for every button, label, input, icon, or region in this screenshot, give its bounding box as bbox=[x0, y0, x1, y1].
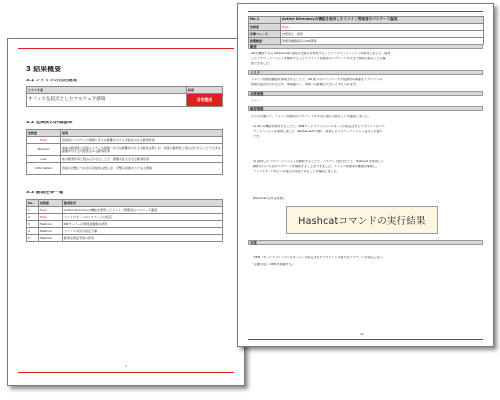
vuln-name: ファイルサーバのパスワードの設定 bbox=[63, 214, 223, 221]
footer-rule bbox=[18, 372, 234, 373]
risk-description: 直接的にシステムや業務に多大な影響を与える可能性のある脆弱性等 bbox=[61, 137, 223, 144]
vuln-no: 3 bbox=[27, 221, 39, 228]
step-line: です。 bbox=[253, 135, 262, 138]
ref-label: 対策 bbox=[248, 240, 483, 245]
screenshot-caption: [Hashcat-の実行結果] bbox=[253, 197, 284, 200]
header-rule bbox=[248, 11, 483, 12]
ref-line: ・SPN（サービスプリンシパルネーム）が設定されたアカウントの強力なパスワードを設定しない。 bbox=[251, 256, 386, 259]
finding-title-table bbox=[248, 16, 484, 45]
vuln-name: DBサーバーの管理者権限の使用 bbox=[63, 221, 223, 228]
vulnerability-list-table bbox=[26, 199, 223, 242]
vuln-name: Active Directoryの機能を悪用したドメイン管理者のパスワード漏洩 bbox=[63, 207, 223, 214]
overview-label: 概要 bbox=[248, 44, 483, 49]
detail-intro: 以下の手順にて、ドメイン管理者のパスワードを平文に復元可能なことを確認しました。 bbox=[251, 115, 371, 118]
vuln-level: Medium bbox=[39, 221, 63, 228]
footer-rule bbox=[248, 339, 483, 340]
info-label: 攻撃フェーズ bbox=[249, 31, 281, 38]
page-number: 7 bbox=[125, 365, 127, 368]
risk-criteria-table bbox=[26, 129, 223, 175]
table-header: 結果 bbox=[187, 87, 223, 94]
vuln-no: 1 bbox=[27, 207, 39, 214]
table-row bbox=[27, 207, 223, 214]
risk-line: 情報を盗み出されるため、情報漏えい、業務への影響が大きいと考えられます。 bbox=[251, 83, 359, 86]
report-page-left bbox=[7, 38, 245, 386]
scenario-name: オフィスを起点としたマルウェア感染 bbox=[27, 94, 187, 107]
vuln-level: Medium bbox=[39, 228, 63, 235]
risk-level: High bbox=[27, 137, 61, 144]
overview-line: したパスワードハッシュを解析することでドメイン管理者のパスワードを平文で窺知可能なことが確 bbox=[251, 57, 386, 60]
finding-title: Active Directoryの機能を悪用したドメイン管理者のパスワード漏洩 bbox=[281, 17, 484, 24]
step-line: 2) 取得したパスワードハッシュを解析することで、パスワード総当たりで、Hashcat を使用して bbox=[253, 160, 384, 163]
info-label: 影響範囲 bbox=[249, 38, 281, 45]
table-header: No. bbox=[27, 200, 39, 207]
screenshot-placeholder: Hashcatコマンドの実行結果 bbox=[286, 206, 438, 234]
info-value: 管理者権限保有のAD環境 bbox=[281, 38, 484, 45]
subsection-heading: 3.2 危険度の評価基準 bbox=[26, 121, 73, 125]
table-row bbox=[27, 221, 223, 228]
risk-label: リスク bbox=[248, 70, 483, 75]
countermeasure-label: 対策情報 bbox=[248, 91, 483, 96]
vuln-level: Medium bbox=[39, 235, 63, 242]
overview-line: 認できました。 bbox=[251, 62, 273, 65]
step-line: 解析を行い平文のパスワードを窺知することができました。ドメイン管理者の権限を奪取し、 bbox=[253, 165, 379, 168]
risk-level: Medium bbox=[27, 144, 61, 156]
vuln-name: 脆弱な認証手段の使用 bbox=[63, 235, 223, 242]
result-badge: 目的達成 bbox=[187, 94, 223, 107]
table-row bbox=[27, 235, 223, 242]
step-line: ワードハッシュを取得しました（Kerberoast 攻撃）。取得したパスワードハッシュは以下の通り bbox=[253, 130, 383, 133]
page-number: 11 bbox=[360, 333, 364, 336]
table-row bbox=[27, 214, 223, 221]
subsection-heading: 3.3 脆弱性等一覧 bbox=[26, 191, 64, 195]
header-rule bbox=[18, 48, 234, 49]
risk-level: Low bbox=[27, 156, 61, 163]
ref-line: ・必要のない SPN を削除する。 bbox=[251, 263, 295, 266]
scenario-table bbox=[26, 86, 223, 107]
risk-description: 直接の攻撃につながる可能性は低いが、攻撃の足掛かりとなる情報 bbox=[61, 163, 223, 175]
table-header: 説明 bbox=[61, 130, 223, 137]
risk-line: ドメイン管理者権限を奪取されることで、AD 配下のエンドユーザや組織内の重要なアカウントの bbox=[251, 78, 383, 81]
table-header: 危険度 bbox=[39, 200, 63, 207]
vuln-no: 4 bbox=[27, 228, 39, 235]
overview-line: ADの機能である Kerberoast 認証の仕組みを悪用することでパスワードハッシュを取得しました。取得 bbox=[251, 52, 391, 55]
finding-no: No.1 bbox=[249, 17, 281, 24]
table-row bbox=[27, 228, 223, 235]
info-label: 危険度 bbox=[249, 24, 281, 31]
subsection-heading: 3.1 シナリオの目的達成 bbox=[26, 79, 78, 83]
info-value: High bbox=[281, 24, 484, 31]
vuln-level: High bbox=[39, 214, 63, 221]
step-line: 1) AD の機能を悪用することで、SPNサービスプリンシパルネームが設定されたアカウントのパス bbox=[253, 125, 385, 128]
detail-label: 解説情報 bbox=[248, 106, 483, 111]
report-page-right bbox=[237, 3, 494, 347]
countermeasure-text: ドメ... bbox=[251, 99, 260, 102]
vuln-no: 2 bbox=[27, 214, 39, 221]
section-title: 3 結果概要 bbox=[26, 66, 62, 73]
table-header: シナリオ名 bbox=[27, 87, 187, 94]
risk-description: 他の脆弱性等と組み合わせることで、影響を拡大させる脆弱性等 bbox=[61, 156, 223, 163]
vuln-level: High bbox=[39, 207, 63, 214]
table-header: 脆弱性等 bbox=[63, 200, 223, 207]
vuln-name: ファイル共有の設定不備 bbox=[63, 228, 223, 235]
risk-description: 単体の脆弱性で直接システムや業務へ多大な影響を与える可能性は低いが、同等の脆弱性と組み合わせることで大きな影響を与える可能性がある脆弱性等 bbox=[61, 144, 223, 156]
info-value: 内部侵入・探索 bbox=[281, 31, 484, 38]
vuln-no: 5 bbox=[27, 235, 39, 242]
risk-level: Information bbox=[27, 163, 61, 175]
table-header: 危険度 bbox=[27, 130, 61, 137]
step-line: ファイルサーバなどへの侵入が可能であることを確認しました。 bbox=[253, 170, 340, 173]
